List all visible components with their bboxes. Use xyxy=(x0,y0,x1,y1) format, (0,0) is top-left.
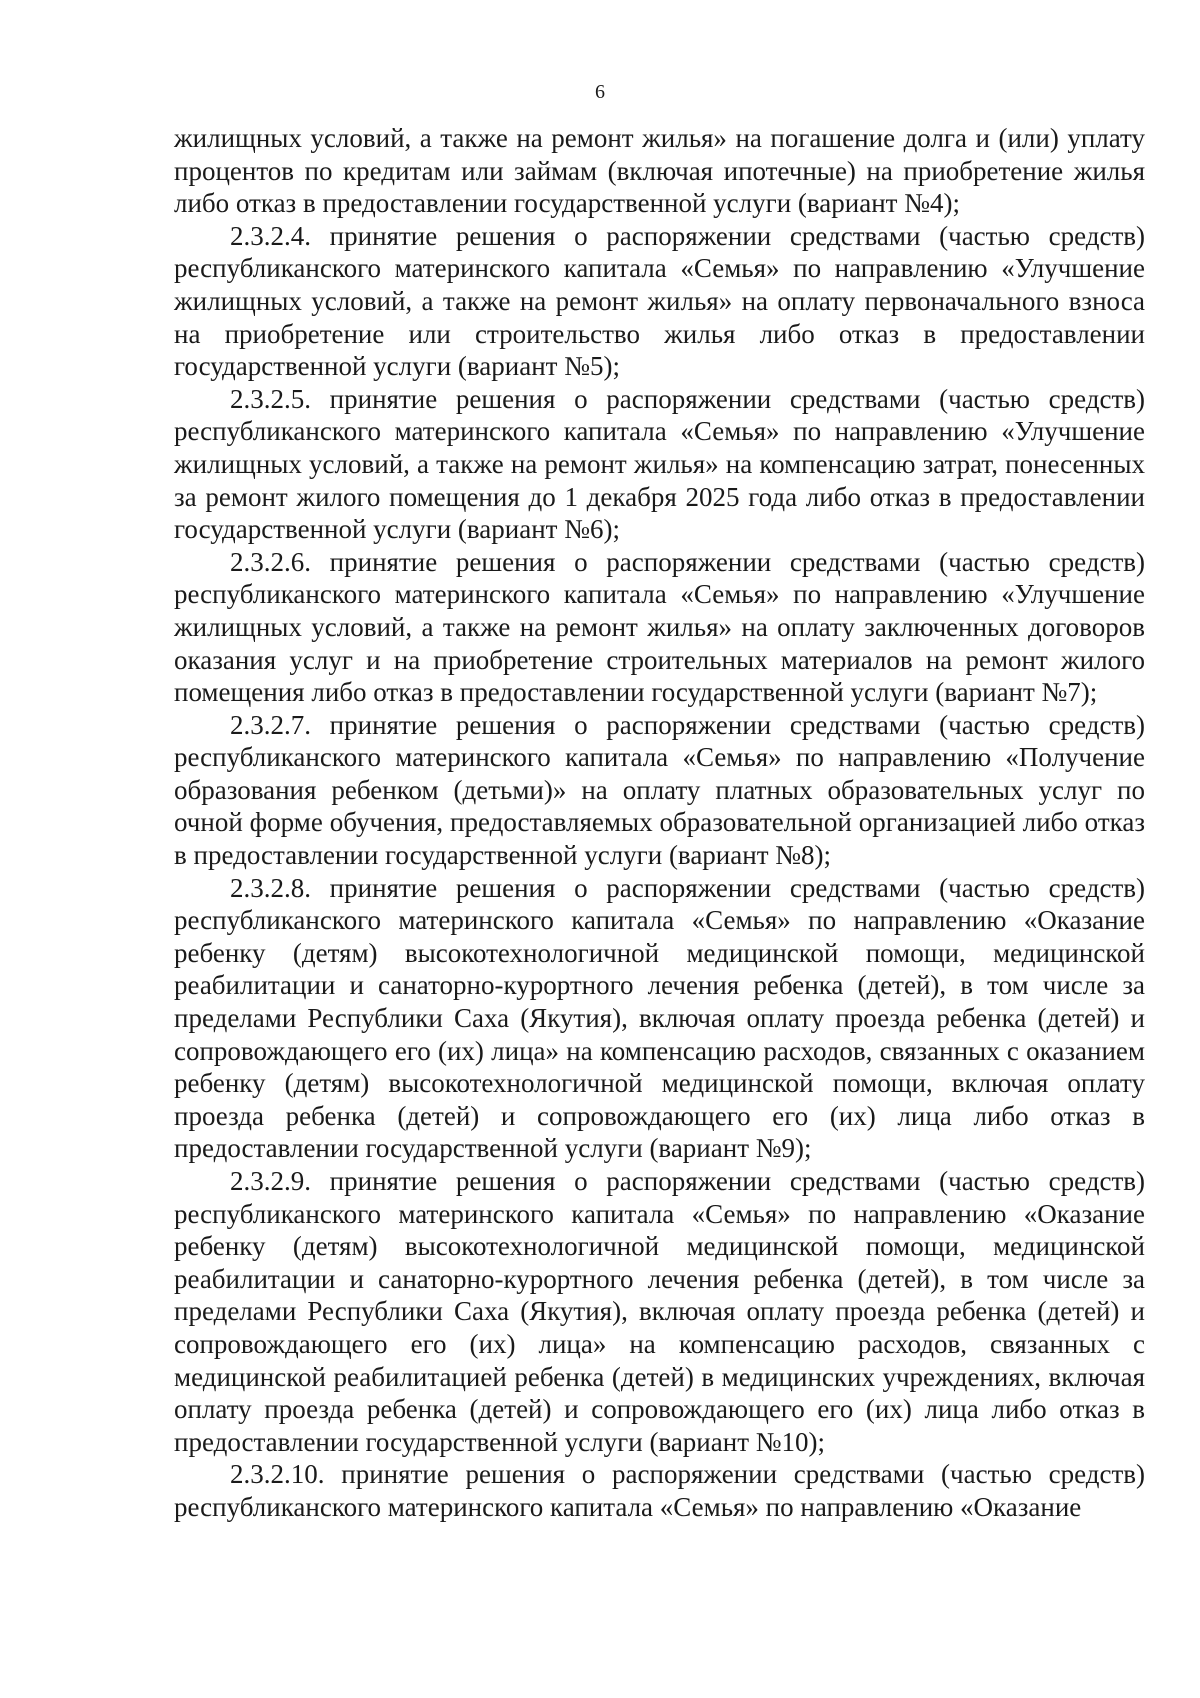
paragraph-2-3-2-6: 2.3.2.6. принятие решения о распоряжении средствами (частью средств) республиканского материнского капитала «Семья» по направлению «Улучшение жилищных условий, а также на ремонт жилья» на оплату заключенных договоров оказания услуг и на приобретение строительных материалов на ремонт жилого помещения либо отказ в предоставлении государственной услуги (вариант №7); xyxy=(174,546,1145,708)
paragraph-2-3-2-9: 2.3.2.9. принятие решения о распоряжении средствами (частью средств) республиканского материнского капитала «Семья» по направлению «Оказание ребенку (детям) высокотехнологичной медицинской помощи, медицинской реабилитации и санаторно-курортного лечения ребенка (детей), в том числе за пределами Республики Саха (Якутия), включая оплату проезда ребенка (детей) и сопровождающего его (их) лица» на компенсацию расходов, связанных с медицинской реабилитацией ребенка (детей) в медицинских учреждениях, включая оплату проезда ребенка (детей) и сопровождающего его (их) лица либо отказ в предоставлении государственной услуги (вариант №10); xyxy=(174,1166,1145,1457)
paragraph-2-3-2-5: 2.3.2.5. принятие решения о распоряжении средствами (частью средств) республиканского материнского капитала «Семья» по направлению «Улучшение жилищных условий, а также на ремонт жилья» на компенсацию затрат, понесенных за ремонт жилого помещения до 1 декабря 2025 года либо отказ в предоставлении государственной услуги (вариант №6); xyxy=(174,383,1145,545)
document-body xyxy=(174,122,1145,1524)
paragraph-continuation: жилищных условий, а также на ремонт жилья» на погашение долга и (или) уплату процентов по кредитам или займам (включая ипотечные) на приобретение жилья либо отказ в предоставлении государственной услуги (вариант №4); xyxy=(174,123,1145,219)
paragraph-2-3-2-4: 2.3.2.4. принятие решения о распоряжении средствами (частью средств) республиканского материнского капитала «Семья» по направлению «Улучшение жилищных условий, а также на ремонт жилья» на оплату первоначального взноса на приобретение или строительство жилья либо отказ в предоставлении государственной услуги (вариант №5); xyxy=(174,220,1145,382)
page-number: 6 xyxy=(595,81,605,103)
paragraph-2-3-2-8: 2.3.2.8. принятие решения о распоряжении средствами (частью средств) республиканского материнского капитала «Семья» по направлению «Оказание ребенку (детям) высокотехнологичной медицинской помощи, медицинской реабилитации и санаторно-курортного лечения ребенка (детей), в том числе за пределами Республики Саха (Якутия), включая оплату проезда ребенка (детей) и сопровождающего его (их) лица» на компенсацию расходов, связанных с оказанием ребенку (детям) высокотехнологичной медицинской помощи, включая оплату проезда ребенка (детей) и сопровождающего его (их) лица либо отказ в предоставлении государственной услуги (вариант №9); xyxy=(174,872,1145,1164)
paragraph-2-3-2-10: 2.3.2.10. принятие решения о распоряжении средствами (частью средств) республиканского материнского капитала «Семья» по направлению «Оказание xyxy=(174,1459,1145,1522)
paragraph-2-3-2-7: 2.3.2.7. принятие решения о распоряжении средствами (частью средств) республиканского материнского капитала «Семья» по направлению «Получение образования ребенком (детьми)» на оплату платных образовательных услуг по очной форме обучения, предоставляемых образовательной организацией либо отказ в предоставлении государственной услуги (вариант №8); xyxy=(174,709,1145,871)
